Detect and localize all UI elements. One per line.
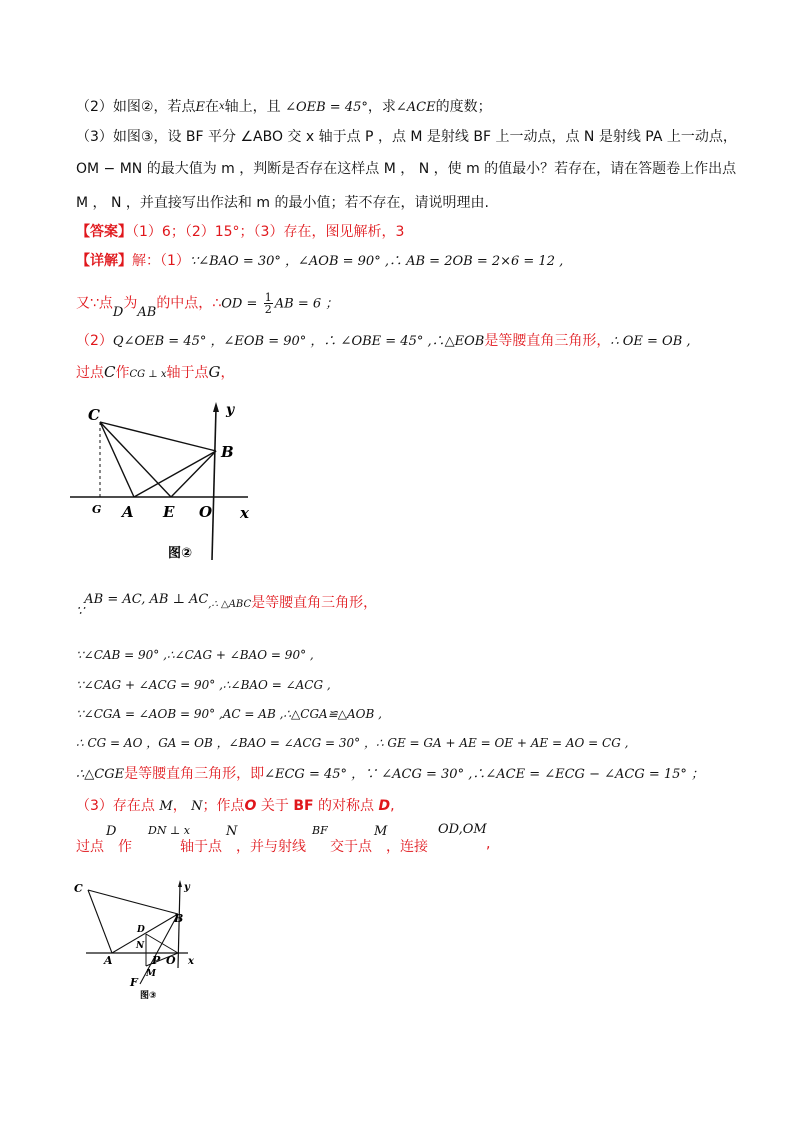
- proof-s3: ∵∠CAG + ∠ACG = 90° ,∴∠BAO = ∠ACG ,: [76, 678, 331, 692]
- p3-l1-a: （3）存在点: [76, 798, 155, 814]
- p3-l1-e: 的对称点: [318, 798, 375, 814]
- p3-l1-f: ,: [390, 798, 395, 814]
- p3-l2-d: D: [106, 824, 117, 839]
- p3-l1-o: O: [244, 798, 257, 814]
- q2-text-5: 的度数；: [435, 99, 492, 115]
- fig3-label-o: O: [166, 954, 176, 967]
- fig3-segment-cb: [88, 890, 178, 914]
- fig2-label-y: y: [226, 402, 235, 418]
- proof-s6-text: 是等腰直角三角形，即: [124, 766, 265, 782]
- p3-l1-d: 关于: [260, 798, 289, 814]
- proof-line-5: [76, 733, 628, 753]
- fig3-caption: 图③: [140, 991, 157, 1001]
- p3-l1-n: N: [191, 799, 203, 814]
- detail-line-1: [76, 251, 563, 272]
- fraction-denominator: 2: [264, 303, 272, 316]
- fig3-label-f: F: [130, 976, 138, 989]
- fig3-label-x: x: [188, 956, 194, 967]
- part2-l2-g: G: [208, 363, 221, 381]
- fig2-y-arrow: [213, 402, 219, 412]
- fig2-segment-ce: [100, 422, 171, 497]
- part2-l2-c: C: [104, 363, 116, 381]
- p3-l1-m: M: [159, 799, 173, 814]
- fig2-segment-ca: [100, 422, 134, 497]
- fig3-label-a: A: [104, 954, 113, 967]
- detail-tag: 【详解】: [76, 253, 132, 269]
- fig2-label-o: O: [199, 503, 213, 521]
- fig2-label-x: x: [240, 504, 249, 522]
- part2-math: Q∠OEB = 45° ，∠EOB = 90° ，∴ ∠OBE = 45° ,∴△EOB: [112, 334, 485, 349]
- p3-l2-c: 轴于点: [180, 839, 222, 855]
- fraction-half: [264, 292, 273, 315]
- p3-l2-g: ,: [486, 836, 491, 852]
- fig2-caption: 图②: [168, 546, 193, 561]
- detail-prefix: 解：（1）: [132, 253, 190, 269]
- proof-line-4: [76, 704, 382, 724]
- fig3-label-c: C: [74, 882, 83, 895]
- q2-text-3: 轴上，且: [224, 99, 281, 115]
- part2-l2-mid: 轴于点: [166, 365, 209, 381]
- proof-line-2: [76, 645, 314, 665]
- fig3-label-n: N: [136, 941, 145, 951]
- q2-text-2: 在: [204, 99, 219, 115]
- part2-text: 是等腰直角三角形，: [484, 333, 611, 349]
- midpoint-text-2: 的中点，∴: [156, 295, 222, 312]
- proof-s6-math: ∠ECG = 45° ，∵ ∠ACG = 30° ,∴∠ACE = ∠ECG − ∠ACG = 15° ；: [264, 767, 705, 782]
- proof-s1-tri: ,∴ △ABC: [208, 599, 252, 610]
- p3-l2-d2: ，并与射线: [236, 839, 306, 855]
- detail-math-1: ∵∠BAO = 30° ，∠AOB = 90° ,∴ AB = 2OB = 2×6 = 12 ,: [189, 254, 564, 269]
- figure-3: [70, 878, 210, 1004]
- fig2-label-e: E: [163, 503, 175, 521]
- proof-s1-math: AB = AC, AB ⊥ AC: [84, 592, 209, 607]
- fig3-label-b: B: [174, 912, 184, 925]
- part2-line-1: [76, 331, 691, 352]
- proof-s1-text: 是等腰直角三角形，: [251, 595, 378, 611]
- p3-l1-c: ；作点: [202, 798, 245, 814]
- proof-s5: ∴ CG = AO ，GA = OB ，∠BAO = ∠ACG = 30° ，∴ GE = GA + AE = OE + AE = AO = CG ,: [76, 736, 629, 750]
- q2-x-axis: x: [218, 101, 225, 112]
- fig3-label-p: P: [152, 954, 161, 967]
- midpoint-od: OD =: [221, 296, 258, 312]
- q2-text: （2）如图②，若点: [76, 99, 196, 115]
- part3-line-1: [76, 796, 395, 817]
- p3-l2-bf: BF: [312, 824, 328, 837]
- fig3-segment-ca: [88, 890, 112, 953]
- part2-prefix: （2）: [76, 333, 113, 349]
- fig3-y-arrow: [178, 880, 182, 887]
- figure-2: [70, 400, 270, 572]
- fig2-segment-cb: [100, 422, 216, 451]
- fig2-segment-eb: [171, 451, 216, 497]
- fig3-label-d: D: [137, 925, 145, 935]
- fig2-y-axis: [212, 408, 216, 560]
- midpoint-rest: AB = 6 ；: [274, 296, 339, 312]
- proof-s2: ∵∠CAB = 90° ,∴∠CAG + ∠BAO = 90° ,: [76, 648, 314, 662]
- p3-l2-e: 交于点: [330, 839, 372, 855]
- p3-l2-n: N: [226, 824, 238, 839]
- proof-because: ∵: [76, 604, 85, 619]
- fig3-label-m: M: [146, 969, 156, 979]
- answer-tag: 【答案】: [76, 224, 132, 240]
- p3-l2-dn: DN ⊥ x: [148, 824, 190, 837]
- p3-l1-b: ，: [172, 798, 187, 814]
- fig2-label-c: C: [88, 406, 100, 424]
- q2-text-4: ，求: [367, 99, 396, 115]
- fig2-label-b: B: [221, 443, 234, 461]
- part3-line-2: [76, 822, 576, 866]
- fig3-label-y: y: [184, 882, 190, 893]
- question-2-line: [76, 97, 492, 118]
- proof-line-6: [76, 764, 704, 785]
- fig3-y-axis: [178, 884, 180, 968]
- p3-l1-bf: BF: [293, 798, 314, 814]
- q2-point-e: E: [195, 100, 205, 115]
- question-3-line-1: （3）如图③，设 BF 平分 ∠ABO 交 x 轴于点 P ，点 M 是射线 BF 上一动点，点 N 是射线 PA 上一动点，: [76, 129, 737, 145]
- p3-l2-odom: OD,OM: [438, 822, 487, 837]
- midpoint-line: [76, 292, 338, 322]
- midpoint-d: D: [112, 304, 124, 320]
- proof-line-1: [76, 593, 377, 625]
- proof-s6-pre: ∴△CGE: [76, 767, 125, 782]
- answer-line: [76, 222, 404, 242]
- p3-l2-a: 过点: [76, 839, 104, 855]
- fig2-segment-ab: [134, 451, 216, 497]
- midpoint-wei: 为: [123, 295, 138, 312]
- part2-line-2: [76, 362, 235, 385]
- p3-l2-b: 作: [118, 839, 132, 855]
- p3-l1-dpt: D: [378, 798, 391, 814]
- part2-l2-cg: CG ⊥ x: [129, 369, 167, 380]
- q2-condition: ∠OEB = 45°: [285, 100, 368, 115]
- answer-text: （1）6；（2）15°；（3）存在，图见解析，3: [132, 224, 405, 240]
- midpoint-ab: AB: [137, 304, 157, 320]
- proof-s4: ∵∠CGA = ∠AOB = 90° ,AC = AB ,∴△CGA≌△AOB ,: [76, 707, 382, 721]
- part2-math-end: ∴ OE = OB ,: [610, 334, 691, 349]
- midpoint-text: 又∵点: [76, 295, 113, 312]
- proof-line-3: [76, 675, 331, 695]
- fig2-label-a: A: [122, 503, 134, 521]
- q2-angle-ace: ∠ACE: [395, 100, 436, 115]
- part2-l2-end: ，: [220, 365, 235, 381]
- part2-l2-zuo: 作: [115, 365, 130, 381]
- fig2-label-g: G: [92, 503, 102, 516]
- question-3-line-3: M ， N ，并直接写出作法和 m 的最小值；若不存在，请说明理由.: [76, 195, 489, 211]
- fraction-numerator: 1: [264, 291, 272, 304]
- part2-l2-pre: 过点: [76, 365, 104, 381]
- p3-l2-f: ，连接: [386, 839, 428, 855]
- p3-l2-m: M: [374, 824, 388, 839]
- question-3-line-2: OM − MN 的最大值为 m ，判断是否存在这样点 M ， N ，使 m 的值最小？若存在，请在答题卷上作出点: [76, 161, 737, 177]
- fig3-segment-do: [146, 934, 178, 953]
